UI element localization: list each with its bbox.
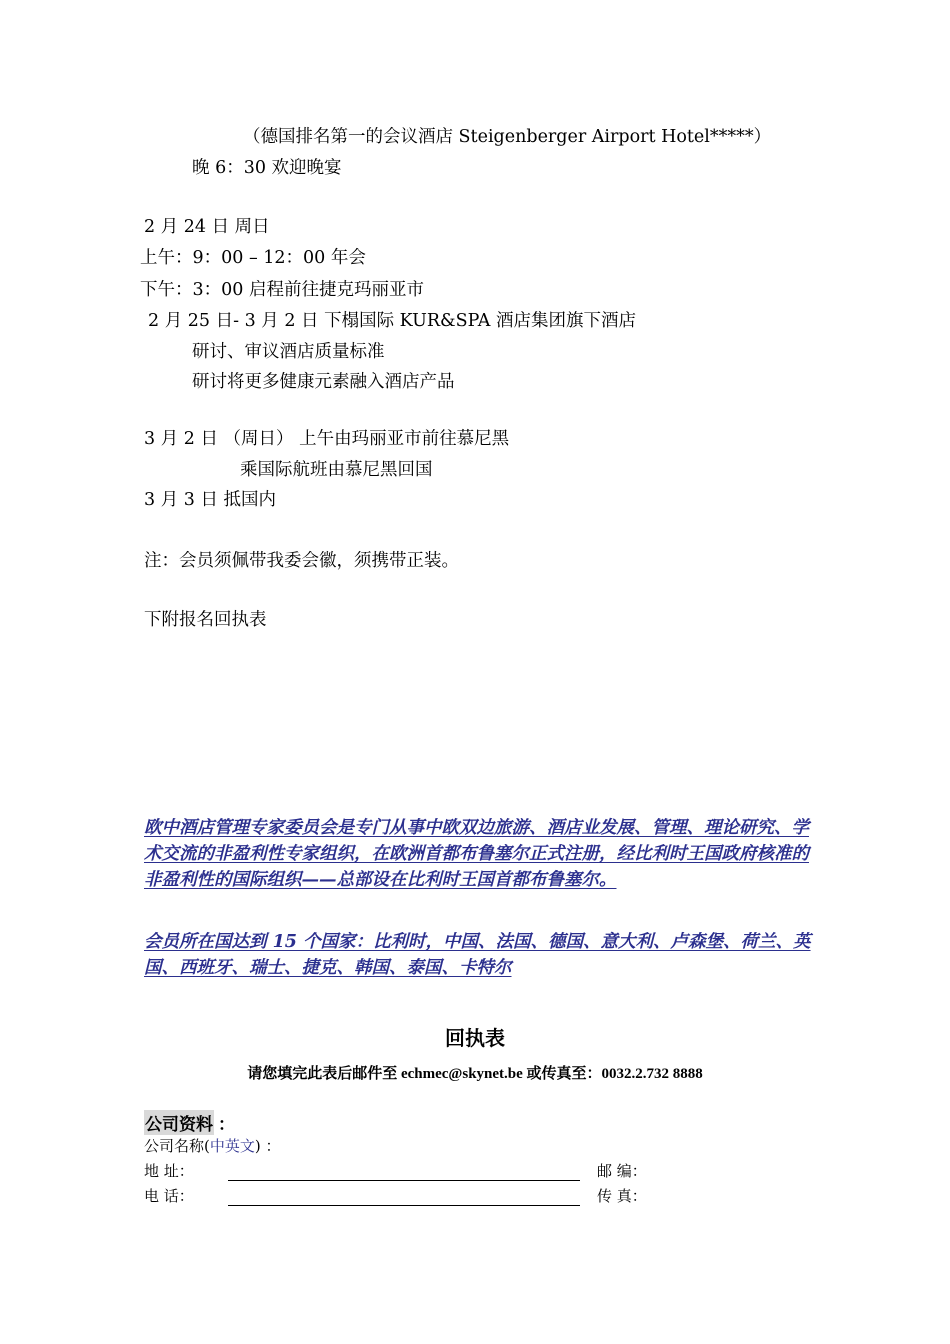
dress-note: 注：会员须佩带我委会徽，须携带正装。 <box>144 551 459 571</box>
form-title: 回执表 <box>445 1026 505 1050</box>
agenda-item: 研讨将更多健康元素融入酒店产品 <box>192 372 455 392</box>
feb24-afternoon: 下午：3：00 启程前往捷克玛丽亚市 <box>140 280 424 300</box>
fax-label: 传 真： <box>597 1187 647 1205</box>
address-label: 地 址： <box>144 1162 194 1180</box>
mar3-entry: 3 月 3 日 抵国内 <box>144 490 277 510</box>
section-colon: ： <box>218 1115 235 1135</box>
phone-field[interactable] <box>228 1205 580 1206</box>
address-field[interactable] <box>228 1180 580 1181</box>
members-paragraph: 会员所在国达到 15 个国家：比利时，中国、法国、德国、意大利、卢森堡、荷兰、英国、西班牙、瑞士、捷克、韩国、泰国、卡特尔 <box>144 932 811 978</box>
feb24-morning: 上午：9：00 – 12：00 年会 <box>140 248 366 268</box>
mar2-flight: 乘国际航班由慕尼黑回国 <box>240 460 433 480</box>
agenda-item: 研讨、审议酒店质量标准 <box>192 342 385 362</box>
phone-label: 电 话： <box>144 1187 194 1205</box>
form-instruction: 请您填完此表后邮件至 echmec@skynet.be 或传真至：0032.2.732 8888 <box>247 1066 703 1082</box>
feb24-date: 2 月 24 日 周日 <box>144 217 270 237</box>
attachment-note: 下附报名回执表 <box>144 610 267 630</box>
company-lang-link: 中英文 <box>209 1137 255 1155</box>
hotel-note: （德国排名第一的会议酒店 Steigenberger Airport Hotel*****） <box>243 127 772 147</box>
section-heading: 公司资料 <box>144 1110 214 1135</box>
company-name-label: 公司名称(中英文) ： <box>144 1137 281 1155</box>
feb25-mar2: 2 月 25 日- 3 月 2 日 下榻国际 KUR&SPA 酒店集团旗下酒店 <box>148 311 636 331</box>
about-paragraph: 欧中酒店管理专家委员会是专门从事中欧双边旅游、酒店业发展、管理、理论研究、学术交流的非盈利性专家组织，在欧洲首都布鲁塞尔正式注册，经比利时王国政府核准的非盈利性的国际组织——总部设在比利时王国首都布鲁塞尔。 <box>144 818 809 890</box>
mar2-entry: 3 月 2 日 （周日） 上午由玛丽亚市前往慕尼黑 <box>144 429 510 449</box>
welcome-dinner: 晚 6：30 欢迎晚宴 <box>192 158 342 178</box>
postcode-label: 邮 编： <box>597 1162 647 1180</box>
